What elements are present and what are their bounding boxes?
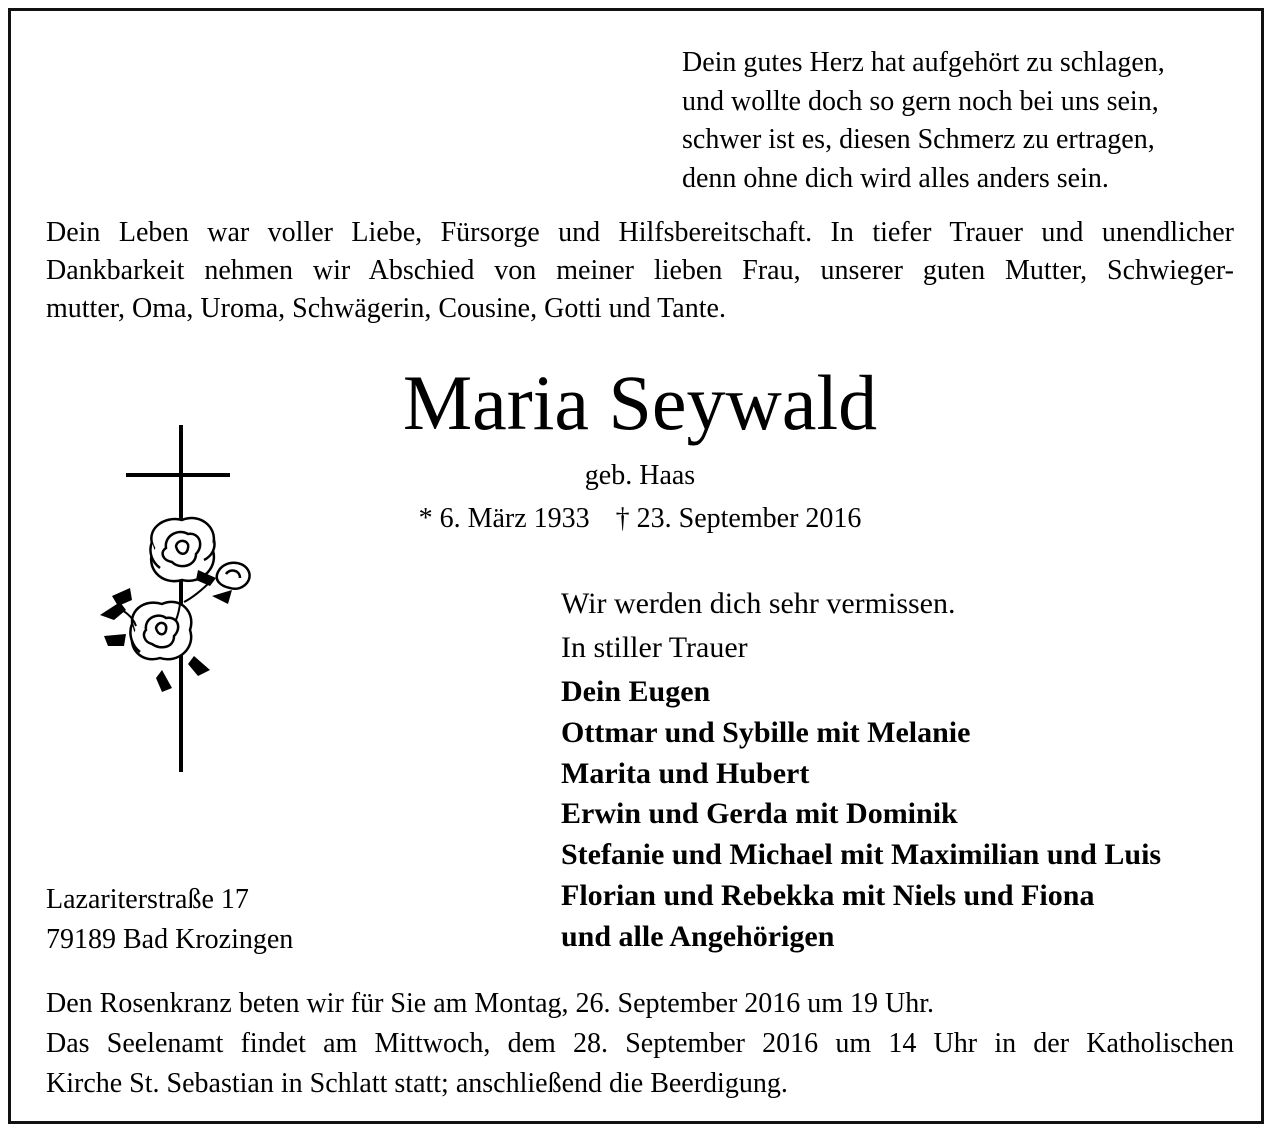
mourners-list xyxy=(561,672,1161,958)
service-line: Das Seelenamt findet am Mittwoch, dem 28. September 2016 um 14 Uhr in der Katholischen xyxy=(46,1028,1234,1059)
family-address xyxy=(46,880,293,960)
poem-line: denn ohne dich wird alles anders sein. xyxy=(682,162,1109,194)
intro-line: Dein Leben war voller Liebe, Fürsorge und Hilfsbereitschaft. In tiefer Trauer und unendlicher xyxy=(46,217,1234,248)
mourner-entry: Marita und Hubert xyxy=(561,756,810,790)
service-line: Kirche St. Sebastian in Schlatt statt; anschließend die Beerdigung. xyxy=(46,1068,788,1099)
birth-date: * 6. März 1933 xyxy=(418,503,590,534)
death-date: † 23. September 2016 xyxy=(615,503,862,534)
intro-paragraph xyxy=(46,214,1234,328)
mourner-entry: Ottmar und Sybille mit Melanie xyxy=(561,715,971,749)
closing-line: In stiller Trauer xyxy=(561,631,748,664)
poem-line: Dein gutes Herz hat aufgehört zu schlagen, xyxy=(682,47,1165,78)
poem-line: und wollte doch so gern noch bei uns sein, xyxy=(682,85,1159,117)
closing-line: Wir werden dich sehr vermissen. xyxy=(561,587,956,620)
poem-verse xyxy=(682,44,1165,198)
cross-with-roses-icon xyxy=(92,420,262,780)
intro-line: mutter, Oma, Uroma, Schwägerin, Cousine, Gotti und Tante. xyxy=(46,293,726,324)
deceased-name: Maria Seywald xyxy=(402,359,878,446)
service-information xyxy=(46,984,1234,1104)
maiden-name: geb. Haas xyxy=(584,460,696,491)
mourner-entry: Stefanie und Michael mit Maximilian und Luis xyxy=(561,838,1162,872)
poem-line: schwer ist es, diesen Schmerz zu ertragen, xyxy=(682,124,1155,155)
address-street: Lazariterstraße 17 xyxy=(46,884,249,915)
service-line: Den Rosenkranz beten wir für Sie am Montag, 26. September 2016 um 19 Uhr. xyxy=(46,988,935,1019)
mourner-entry: Dein Eugen xyxy=(561,675,711,708)
mourner-entry: Florian und Rebekka mit Niels und Fiona xyxy=(561,878,1095,912)
closing-text xyxy=(561,582,956,670)
mourner-entry: Erwin und Gerda mit Dominik xyxy=(561,797,958,831)
mourner-entry: und alle Angehörigen xyxy=(561,919,835,953)
address-city: 79189 Bad Krozingen xyxy=(46,924,294,955)
intro-line: Dankbarkeit nehmen wir Abschied von meiner lieben Frau, unserer guten Mutter, Schwieger- xyxy=(46,255,1234,286)
